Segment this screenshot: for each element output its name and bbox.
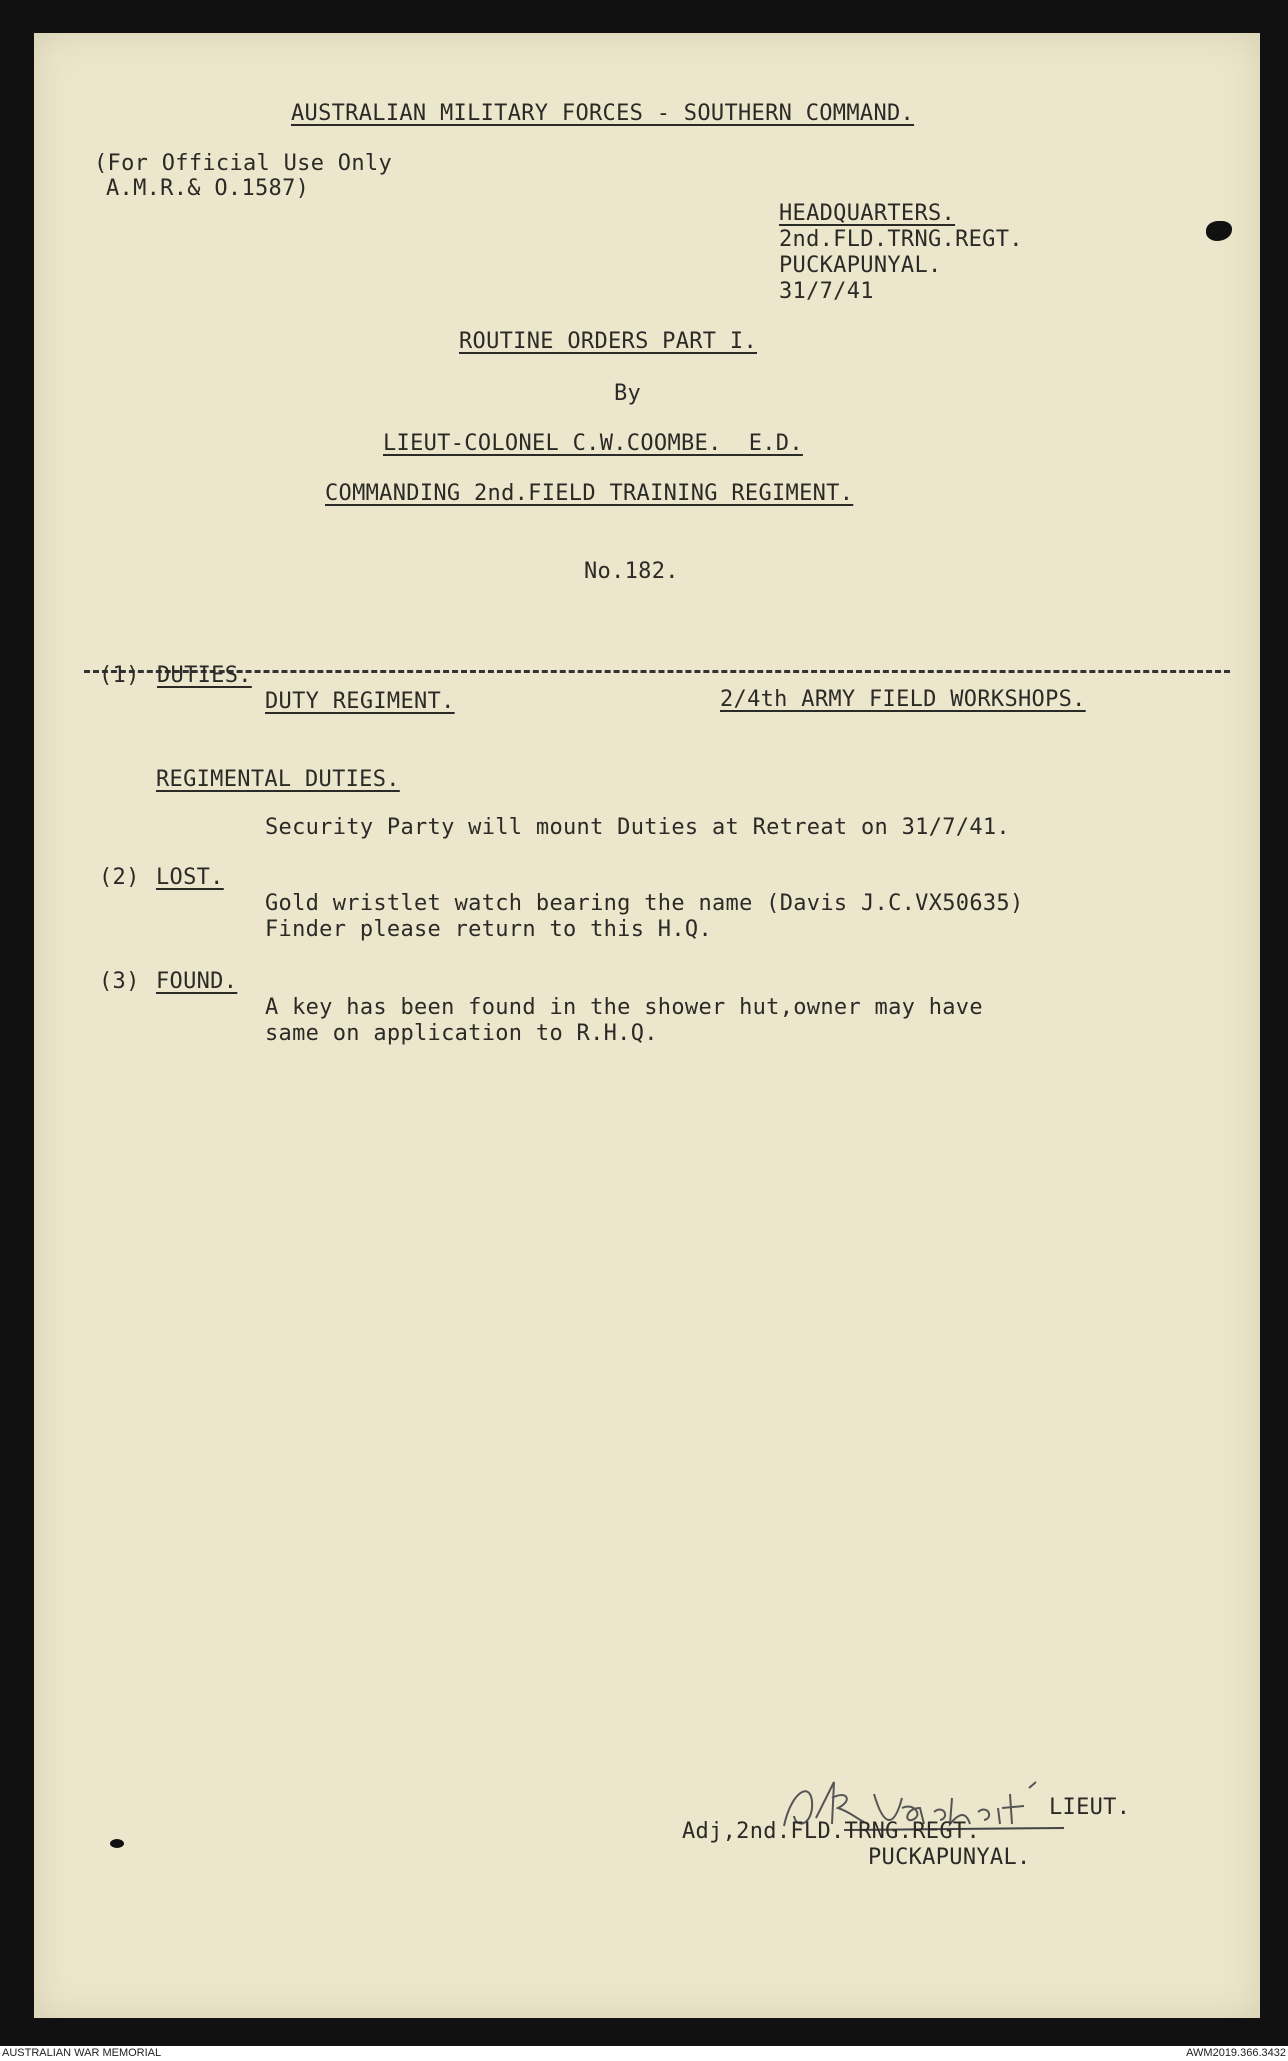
orders-title: ROUTINE ORDERS PART I. [459,329,757,354]
by-line: By [614,381,642,406]
hq-line-1: HEADQUARTERS. [779,201,956,226]
item-number-3: (3) [99,969,140,994]
document-title: AUSTRALIAN MILITARY FORCES - SOUTHERN COMMAND. [291,101,915,126]
order-number: No.182. [584,559,679,584]
found-line-2: same on application to R.H.Q. [265,1021,658,1046]
hq-line-3: PUCKAPUNYAL. [779,253,942,278]
item-number-2: (2) [99,865,140,890]
footer-right-text: AWM2019.366.3432 [1186,2047,1286,2059]
official-reference-line: A.M.R.& O.1587) [106,176,310,201]
footer-left-text: AUSTRALIAN WAR MEMORIAL [2,2047,162,2059]
regimental-duties-text: Security Party will mount Duties at Retreat on 31/7/41. [265,815,1010,840]
document-page [34,33,1260,2018]
regimental-duties-heading: REGIMENTAL DUTIES. [156,767,400,792]
officer-name: LIEUT-COLONEL C.W.COOMBE. E.D. [383,431,803,456]
duty-regiment-value: 2/4th ARMY FIELD WORKSHOPS. [720,687,1086,712]
signature-title-line-1: Adj,2nd.FLD.TRNG.REGT. [682,1819,980,1844]
found-heading: FOUND. [156,969,238,994]
official-use-line: (For Official Use Only [94,151,392,176]
duties-heading: DUTIES. [157,663,252,688]
lost-heading: LOST. [156,865,224,890]
footer-bar [0,2046,1288,2061]
lost-line-1: Gold wristlet watch bearing the name (Davis J.C.VX50635) [265,891,1024,916]
paper-damage-mark [1206,221,1232,241]
paper-damage-mark [110,1839,124,1848]
hq-line-2: 2nd.FLD.TRNG.REGT. [779,227,1023,252]
item-number-1: (1) [99,663,140,688]
command-line: COMMANDING 2nd.FIELD TRAINING REGIMENT. [325,481,854,506]
signature-rank: LIEUT. [1049,1795,1131,1820]
separator-rule [84,670,1230,673]
signature-title-line-2: PUCKAPUNYAL. [868,1845,1031,1870]
duty-regiment-label: DUTY REGIMENT. [265,689,455,714]
lost-line-2: Finder please return to this H.Q. [265,917,712,942]
hq-date: 31/7/41 [779,279,874,304]
found-line-1: A key has been found in the shower hut,owner may have [265,995,983,1020]
